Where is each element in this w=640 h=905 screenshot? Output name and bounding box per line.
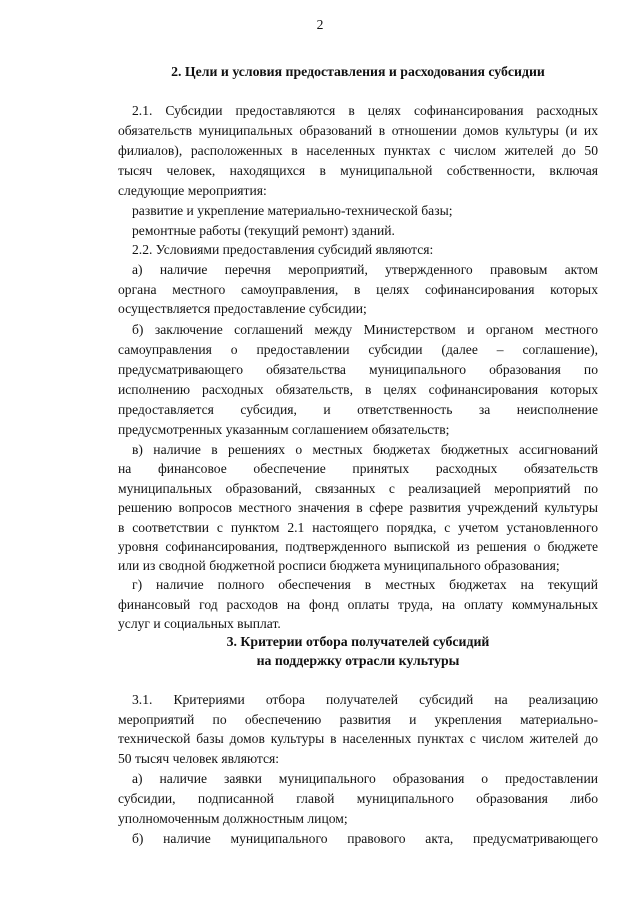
- text-line: предусматривающего обязательства муниципального образования по: [118, 362, 598, 377]
- text-line: ремонтные работы (текущий ремонт) зданий.: [132, 223, 395, 238]
- section-3-heading: [118, 632, 598, 670]
- text-line: б) заключение соглашений между Министерством и органом местного: [132, 322, 598, 337]
- text-line: 3.1. Критериями отбора получателей субсидий на реализацию: [132, 692, 598, 707]
- text-line: обязательств муниципальных образований в отношении домов культуры (и их: [118, 123, 598, 138]
- text-line: в) наличие в решениях о местных бюджетах бюджетных ассигнований: [132, 442, 598, 457]
- text-line: а) наличие заявки муниципального образования о предоставлении: [132, 771, 598, 786]
- section-2-heading-text: 2. Цели и условия предоставления и расходования субсидии: [171, 64, 545, 79]
- text-line: в соответствии с пунктом 2.1 настоящего порядка, с учетом установленного: [118, 520, 598, 535]
- text-line: тысяч человек, находящихся в муниципальной собственности, включая: [118, 163, 598, 178]
- section-3-heading-line-1: 3. Критерии отбора получателей субсидий: [226, 634, 490, 649]
- text-line: предоставляется субсидия, и ответственность за неисполнение: [118, 402, 598, 417]
- text-line: филиалов), расположенных в населенных пунктах с числом жителей до 50: [118, 143, 598, 158]
- text-line: следующие мероприятия:: [118, 183, 267, 198]
- text-line: технической базы домов культуры в населенных пунктах с числом жителей до: [118, 731, 598, 746]
- text-line: осуществляется предоставление субсидии;: [118, 301, 367, 316]
- text-line: 50 тысяч человек являются:: [118, 751, 280, 766]
- text-line: уровня софинансирования, подтвержденного выпиской из решения о бюджете: [118, 539, 598, 554]
- text-line: 2.2. Условиями предоставления субсидий являются:: [132, 242, 434, 257]
- text-line: услуг и социальных выплат.: [118, 616, 281, 631]
- text-line: 2.1. Субсидии предоставляются в целях софинансирования расходных: [132, 103, 598, 118]
- text-line: финансовый год расходов на фонд оплаты труда, на оплату коммунальных: [118, 597, 598, 612]
- text-line: исполнению расходных обязательств, в целях софинансирования которых: [118, 382, 598, 397]
- section-2-heading: [118, 62, 598, 81]
- text-line: г) наличие полного обеспечения в местных бюджетах на текущий: [132, 577, 598, 592]
- text-line: уполномоченным должностным лицом;: [118, 811, 348, 826]
- section-3-heading-line-2: на поддержку отрасли культуры: [256, 653, 460, 668]
- page-number: 2: [316, 17, 324, 32]
- text-line: самоуправления о предоставлении субсидии (далее – соглашение),: [118, 342, 598, 357]
- text-line: развитие и укрепление материально-технической базы;: [132, 203, 453, 218]
- text-line: предусмотренных указанным соглашением обязательств;: [118, 422, 450, 437]
- text-line: субсидии, подписанной главой муниципального образования либо: [118, 791, 598, 806]
- text-line: мероприятий по обеспечению развития и укрепления материально-: [118, 712, 598, 727]
- text-line: муниципальных образований, связанных с реализацией мероприятий по: [118, 481, 598, 496]
- text-line: или из сводной бюджетной росписи бюджета муниципального образования;: [118, 558, 560, 573]
- text-line: органа местного самоуправления, в целях софинансирования которых: [118, 282, 598, 297]
- text-line: б) наличие муниципального правового акта, предусматривающего: [132, 831, 598, 846]
- text-line: на финансовое обеспечение принятых расходных обязательств: [118, 461, 598, 476]
- text-line: а) наличие перечня мероприятий, утвержденного правовым актом: [132, 262, 598, 277]
- text-line: решению вопросов местного значения в сфере развития учреждений культуры: [118, 500, 598, 515]
